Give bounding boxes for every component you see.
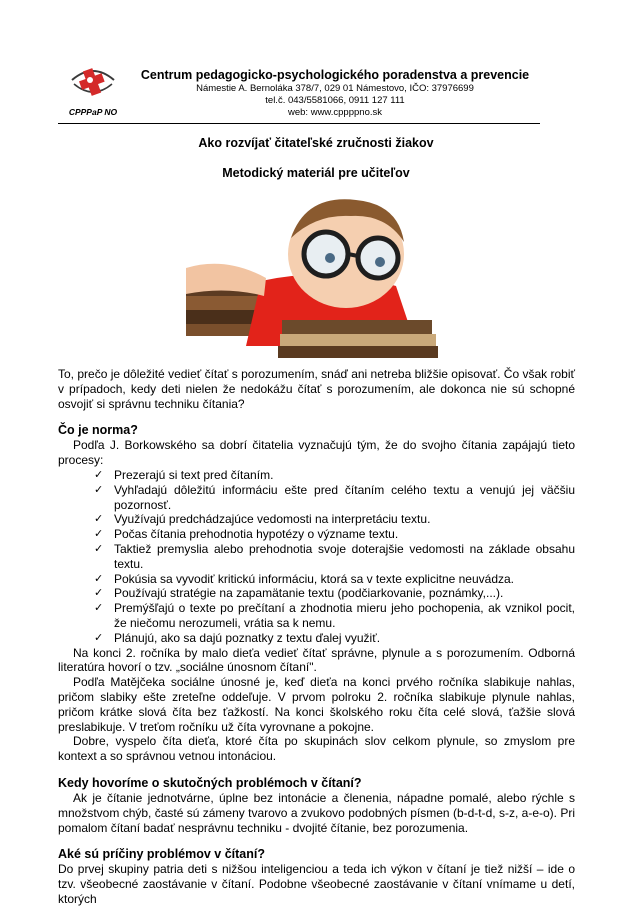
organization-info — [130, 68, 540, 119]
list-item: ✓ Používajú stratégie na zapamätanie textu (podčiarkovanie, poznámky,...). — [94, 586, 504, 601]
check-icon: ✓ — [94, 483, 104, 496]
check-icon: ✓ — [94, 572, 104, 585]
document-body — [58, 367, 575, 907]
norm-paragraph-2: Podľa Matějčeka sociálne únosné je, keď dieťa na konci prvého ročníka slabikuje nahlas, pričom slabiky ešte zreteľne oddeľuje. V prvom polroku 2. ročníka slabikuje plynule nahlas, pričom krátke slová číta bez ťažkostí. Na konci školského roku číta celé slová, ťažšie slová preslabikuje. V treťom ročníku už číta vyrovnane a pokojne. — [58, 675, 575, 734]
header-divider — [58, 123, 540, 124]
document-title: Ako rozvíjať čitateľské zručnosti žiakov — [198, 136, 434, 150]
organization-address: Námestie A. Bernoláka 378/7, 029 01 Námestovo, IČO: 37976699 — [196, 83, 474, 94]
cpppap-logo-icon — [60, 60, 126, 118]
check-icon: ✓ — [94, 468, 104, 481]
list-item: ✓ Pokúsia sa vyvodiť kritickú informáciu, ktorá sa v texte explicitne neuvádza. — [94, 571, 515, 586]
organization-phone: tel.č. 043/5581066, 0911 127 111 — [265, 95, 405, 106]
section-heading-norm: Čo je norma? — [58, 423, 138, 438]
list-item: ✓ Vyhľadajú dôležitú informáciu ešte pred čítaním celého textu a venujú jej väčšiu pozornosť. — [94, 482, 575, 512]
check-icon: ✓ — [94, 631, 104, 644]
section-heading-problems: Kedy hovoríme o skutočných problémoch v čítaní? — [58, 775, 362, 790]
problems-paragraph: Ak je čítanie jednotvárne, úplne bez intonácie a členenia, nápadne pomalé, alebo rýchle s množstvom chýb, časté sú zámeny tvarovo a zvukovo podobných písmen (b-d-t-d, s-z, a-e-o). Pri pomalom čítaní badať nesprávnu techniku - dvojité čítanie, bez porozumenia. — [58, 790, 575, 835]
check-icon: ✓ — [94, 542, 104, 555]
document-subtitle: Metodický materiál pre učiteľov — [222, 166, 410, 180]
list-item: ✓ Počas čítania prehodnotia hypotézy o význame textu. — [94, 527, 399, 542]
intro-paragraph: To, prečo je dôležité vedieť čítať s porozumením, snáď ani netreba bližšie opisovať. Čo však robiť v prípadoch, kedy deti nielen že nedokážu čítať s porozumením, ale dokonca nie sú schopné osvojiť si správnu techniku čítania? — [58, 367, 575, 411]
norm-paragraph-3: Dobre, vyspelo číta dieťa, ktoré číta po skupinách slov celkom plynule, so zmyslom pre kontext a so správnou vetnou intonáciou. — [58, 734, 575, 764]
organization-web: web: www.cppppno.sk — [288, 107, 382, 118]
norm-lead-paragraph: Podľa J. Borkowského sa dobrí čitatelia vyznačujú tým, že do svojho čítania zapájajú tieto procesy: — [58, 438, 575, 468]
good-readers-list — [58, 468, 575, 646]
list-item: ✓ Prezerajú si text pred čítaním. — [94, 467, 274, 482]
list-item: ✓ Premýšľajú o texte po prečítaní a zhodnotia mieru jeho pochopenia, ak vznikol pocit, že niečomu nerozumeli, vrátia sa k nemu. — [94, 601, 575, 630]
list-item: ✓ Plánujú, ako sa dajú poznatky z textu ďalej využiť. — [94, 630, 381, 645]
check-icon: ✓ — [94, 587, 104, 600]
document-header — [58, 60, 540, 122]
list-item: ✓ Taktiež premyslia alebo prehodnotia svoje doterajšie vedomosti na základe obsahu textu. — [94, 541, 575, 571]
logo-text: CPPPaP NO — [68, 107, 118, 117]
check-icon: ✓ — [94, 513, 104, 526]
child-reading-photo — [186, 196, 446, 358]
check-icon: ✓ — [94, 602, 104, 615]
section-heading-causes: Aké sú príčiny problémov v čítaní? — [58, 847, 266, 862]
causes-paragraph: Do prvej skupiny patria deti s nižšou inteligenciou a teda ich výkon v čítaní je tiež nižší – ide o tzv. všeobecné zaostávanie v čítaní. Podobne všeobecné zaostávanie v čítaní vnímame u detí, ktorých — [58, 862, 575, 906]
organization-name: Centrum pedagogicko-psychologického poradenstva a prevencie — [140, 68, 530, 82]
norm-paragraph-1: Na konci 2. ročníka by malo dieťa vedieť čítať správne, plynule a s porozumením. Odborná literatúra hovorí o tzv. „sociálne únosnom čítaní". — [58, 645, 575, 675]
list-item: ✓ Využívajú predchádzajúce vedomosti na interpretáciu textu. — [94, 512, 431, 527]
check-icon: ✓ — [94, 528, 104, 541]
